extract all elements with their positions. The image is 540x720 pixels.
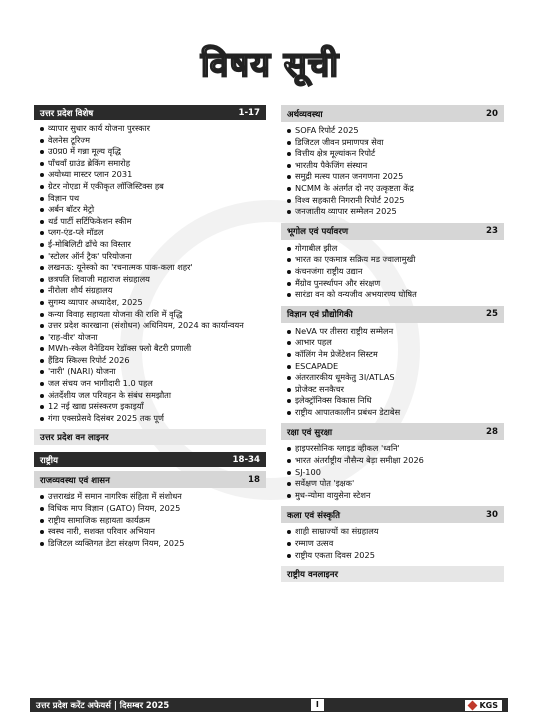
- oneliner-up[interactable]: [34, 429, 266, 445]
- bullet-icon: [287, 258, 291, 262]
- economy-list: [281, 122, 504, 218]
- bullet-icon: [287, 365, 291, 369]
- bullet-icon: [40, 507, 44, 511]
- list-item[interactable]: इलेक्ट्रॉनिक्स विकास निधि: [281, 395, 504, 407]
- list-item[interactable]: कंचनजंगा राष्ट्रीय उद्यान: [281, 266, 504, 278]
- subsection-page: 18: [248, 474, 260, 485]
- list-item[interactable]: लखनऊ: यूनेस्को का 'रचनात्मक पाक-कला शहर': [34, 262, 266, 274]
- bullet-icon: [40, 243, 44, 247]
- subsection-header-economy[interactable]: [281, 105, 504, 122]
- subsection-title: रक्षा एवं सुरक्षा: [287, 427, 333, 438]
- list-item[interactable]: उत्तर प्रदेश कारखाना (संशोधन) अधिनियम, 2024 का कार्यान्वयन: [34, 320, 266, 332]
- list-item[interactable]: अयोध्या मास्टर प्लान 2031: [34, 169, 266, 181]
- oneliner-label: उत्तर प्रदेश वन लाइनर: [40, 433, 109, 444]
- list-item[interactable]: उ0प्र0 में गन्ना मूल्य वृद्धि: [34, 146, 266, 158]
- bullet-icon: [40, 266, 44, 270]
- subsection-title: कला एवं संस्कृति: [287, 510, 341, 521]
- subsection-title: अर्थव्यवस्था: [287, 109, 323, 120]
- bullet-icon: [40, 127, 44, 131]
- list-item[interactable]: ग्रेटर नोएडा में एकीकृत लॉजिस्टिक्स हब: [34, 181, 266, 193]
- section-title: उत्तर प्रदेश विशेष: [40, 108, 94, 119]
- art-list: [281, 523, 504, 561]
- bullet-icon: [40, 394, 44, 398]
- publisher-logo: [465, 700, 502, 711]
- oneliner-national[interactable]: [281, 566, 504, 582]
- bullet-icon: [287, 247, 291, 251]
- bullet-icon: [287, 270, 291, 274]
- bullet-icon: [40, 495, 44, 499]
- list-item[interactable]: ESCAPADE: [281, 361, 504, 373]
- list-item[interactable]: छत्रपति शिवाजी महाराज संग्रहालय: [34, 274, 266, 286]
- list-item[interactable]: 'राह-वीर' योजना: [34, 332, 266, 344]
- right-column: [281, 105, 504, 582]
- list-item[interactable]: प्रोजेक्ट सनकैचर: [281, 384, 504, 396]
- section-pages: 18-34: [232, 454, 260, 465]
- bullet-icon: [40, 289, 44, 293]
- list-item[interactable]: SJ-100: [281, 467, 504, 479]
- list-item[interactable]: अंतर्देशीय जल परिवहन के संबंध समझौता: [34, 390, 266, 402]
- bullet-icon: [40, 370, 44, 374]
- bullet-icon: [287, 187, 291, 191]
- bullet-icon: [287, 175, 291, 179]
- list-item[interactable]: अंतरतारकीय धूमकेतु 3I/ATLAS: [281, 372, 504, 384]
- bullet-icon: [287, 554, 291, 558]
- list-item[interactable]: आभार पहल: [281, 337, 504, 349]
- subsection-page: 25: [486, 309, 498, 320]
- list-item[interactable]: मुध-न्योमा वायुसेना स्टेशन: [281, 490, 504, 502]
- section-header-national[interactable]: [34, 452, 266, 467]
- list-item[interactable]: मैंग्रोव पुनर्स्थापन और संरक्षण: [281, 278, 504, 290]
- bullet-icon: [40, 220, 44, 224]
- left-column: [34, 105, 266, 549]
- list-item[interactable]: डिजिटल जीवन प्रमाणपत्र सेवा: [281, 137, 504, 149]
- list-item[interactable]: NCMM के अंतर्गत दो नए उत्कृष्टता केंद्र: [281, 183, 504, 195]
- list-item[interactable]: व्यापार सुधार कार्य योजना पुरस्कार: [34, 123, 266, 135]
- list-item[interactable]: जनजातीय व्यापार सम्मेलन 2025: [281, 206, 504, 218]
- list-item[interactable]: शाही साम्राज्यों का संग्रहालय: [281, 526, 504, 538]
- list-item[interactable]: रम्माण उत्सव: [281, 538, 504, 550]
- polity-list: [34, 488, 266, 549]
- list-item[interactable]: राष्ट्रीय सामाजिक सहायता कार्यक्रम: [34, 515, 266, 527]
- subsection-page: 23: [486, 226, 498, 237]
- list-item[interactable]: ई-मोबिलिटी ढाँचे का विस्तार: [34, 239, 266, 251]
- list-item[interactable]: गंगा एक्सप्रेसवे दिसंबर 2025 तक पूर्ण: [34, 413, 266, 425]
- list-item[interactable]: SOFA रिपोर्ट 2025: [281, 125, 504, 137]
- subsection-title: भूगोल एवं पर्यावरण: [287, 227, 349, 238]
- bullet-icon: [287, 152, 291, 156]
- bullet-icon: [40, 382, 44, 386]
- list-item[interactable]: हैंडिय स्किल्स रिपोर्ट 2026: [34, 355, 266, 367]
- bullet-icon: [287, 399, 291, 403]
- bullet-icon: [287, 129, 291, 133]
- list-item[interactable]: स्वस्थ नारी, सशक्त परिवार अभियान: [34, 526, 266, 538]
- list-item[interactable]: वेलनेस टूरिज्म: [34, 135, 266, 147]
- list-item[interactable]: नीरोला शौर्य संग्रहालय: [34, 285, 266, 297]
- bullet-icon: [40, 417, 44, 421]
- bullet-icon: [287, 293, 291, 297]
- bullet-icon: [40, 359, 44, 363]
- bullet-icon: [287, 199, 291, 203]
- list-item[interactable]: जल संचय जन भागीदारी 1.0 पहल: [34, 378, 266, 390]
- bullet-icon: [40, 208, 44, 212]
- science-list: [281, 323, 504, 419]
- list-item[interactable]: सर्वेक्षण पोत 'इक्षक': [281, 478, 504, 490]
- list-item[interactable]: भारत का एकमात्र सक्रिय मड ज्वालामुखी: [281, 254, 504, 266]
- bullet-icon: [287, 542, 291, 546]
- list-item[interactable]: पाँचवाँ ग्राउंड ब्रेकिंग समारोह: [34, 158, 266, 170]
- bullet-icon: [287, 530, 291, 534]
- footer: [30, 698, 508, 712]
- subsection-title: राजव्यवस्था एवं शासन: [40, 475, 110, 486]
- subsection-page: 20: [486, 108, 498, 119]
- subsection-page: 28: [486, 426, 498, 437]
- bullet-icon: [287, 330, 291, 334]
- list-item[interactable]: NeVA पर तीसरा राष्ट्रीय सम्मेलन: [281, 326, 504, 338]
- bullet-icon: [287, 141, 291, 145]
- subsection-page: 30: [486, 509, 498, 520]
- list-item[interactable]: 'नारी' (NARI) योजना: [34, 366, 266, 378]
- bullet-icon: [287, 459, 291, 463]
- list-item[interactable]: 12 नई खाद्य प्रसंस्करण इकाइयाँ: [34, 401, 266, 413]
- list-item[interactable]: गोगाबील झील: [281, 243, 504, 255]
- bullet-icon: [40, 405, 44, 409]
- list-item[interactable]: विधिक माप विज्ञान (GATO) नियम, 2025: [34, 503, 266, 515]
- bullet-icon: [40, 162, 44, 166]
- subsection-title: विज्ञान एवं प्रौद्योगिकी: [287, 310, 353, 321]
- page-number: I: [311, 699, 324, 711]
- list-item[interactable]: सुगम्य व्यापार अध्यादेश, 2025: [34, 297, 266, 309]
- list-item[interactable]: सारंडा वन को वन्यजीव अभयारण्य घोषित: [281, 289, 504, 301]
- bullet-icon: [287, 282, 291, 286]
- list-item[interactable]: कॉलिंग नेम प्रेजेंटेशन सिस्टम: [281, 349, 504, 361]
- bullet-icon: [287, 411, 291, 415]
- subsection-header-polity[interactable]: [34, 471, 266, 488]
- list-item[interactable]: राष्ट्रीय एकता दिवस 2025: [281, 550, 504, 562]
- bullet-icon: [40, 336, 44, 340]
- logo-text: KGS: [479, 700, 498, 710]
- list-item[interactable]: MWh-स्केल वैनेडियम रेडॉक्स फ्लो बैटरी प्रणाली: [34, 343, 266, 355]
- bullet-icon: [287, 376, 291, 380]
- subsection-header-art[interactable]: [281, 506, 504, 523]
- list-item[interactable]: भारतीय पैकेजिंग संस्थान: [281, 160, 504, 172]
- defence-list: [281, 440, 504, 501]
- bullet-icon: [287, 494, 291, 498]
- list-item[interactable]: समुद्री मत्स्य पालन जनगणना 2025: [281, 171, 504, 183]
- list-item[interactable]: प्लग-एंड-प्ले मॉडल: [34, 227, 266, 239]
- bullet-icon: [40, 519, 44, 523]
- subsection-header-defence[interactable]: [281, 423, 504, 440]
- list-item[interactable]: विज्ञान पथ: [34, 193, 266, 205]
- list-item[interactable]: उत्तराखंड में समान नागरिक संहिता में संशोधन: [34, 491, 266, 503]
- bullet-icon: [40, 197, 44, 201]
- list-item[interactable]: विश्व सहकारी निगरानी रिपोर्ट 2025: [281, 195, 504, 207]
- geography-list: [281, 240, 504, 301]
- bullet-icon: [40, 185, 44, 189]
- bullet-icon: [287, 482, 291, 486]
- subsection-header-science[interactable]: [281, 306, 504, 323]
- bullet-icon: [40, 139, 44, 143]
- list-item[interactable]: थर्ड पार्टी सर्टिफिकेशन स्कीम: [34, 216, 266, 228]
- bullet-icon: [40, 173, 44, 177]
- bullet-icon: [40, 255, 44, 259]
- list-item[interactable]: 'स्टोलर ऑर्न ट्रैक' परियोजना: [34, 251, 266, 263]
- bullet-icon: [40, 301, 44, 305]
- bullet-icon: [40, 347, 44, 351]
- list-item[interactable]: अर्बन बॉटर मेट्रो: [34, 204, 266, 216]
- bullet-icon: [287, 341, 291, 345]
- list-item[interactable]: राष्ट्रीय आपातकालीन प्रबंधन डेटाबेस: [281, 407, 504, 419]
- section-pages: 1-17: [238, 107, 260, 118]
- bullet-icon: [287, 447, 291, 451]
- bullet-icon: [40, 231, 44, 235]
- list-item[interactable]: वित्तीय क्षेत्र मूल्यांकन रिपोर्ट: [281, 148, 504, 160]
- subsection-header-geography[interactable]: [281, 223, 504, 240]
- list-item[interactable]: कन्या विवाह सहायता योजना की राशि में वृद्धि: [34, 309, 266, 321]
- bullet-icon: [287, 164, 291, 168]
- bullet-icon: [40, 150, 44, 154]
- bullet-icon: [287, 353, 291, 357]
- bullet-icon: [40, 313, 44, 317]
- up-special-list: [34, 120, 266, 424]
- bullet-icon: [40, 278, 44, 282]
- list-item[interactable]: डिजिटल व्यक्तिगत डेटा संरक्षण नियम, 2025: [34, 538, 266, 550]
- bullet-icon: [40, 324, 44, 328]
- bullet-icon: [287, 210, 291, 214]
- list-item[interactable]: हाइपरसोनिक ग्लाइड व्हीकल 'ध्वनि': [281, 443, 504, 455]
- section-title: राष्ट्रीय: [40, 455, 58, 466]
- oneliner-label: राष्ट्रीय वनलाइनर: [287, 570, 339, 581]
- list-item[interactable]: भारत अंतर्राष्ट्रीय नौसैन्य बेड़ा समीक्षा 2026: [281, 455, 504, 467]
- bullet-icon: [40, 542, 44, 546]
- section-header-up-special[interactable]: [34, 105, 266, 120]
- page-title: विषय सूची: [200, 45, 340, 85]
- bullet-icon: [40, 530, 44, 534]
- bullet-icon: [287, 471, 291, 475]
- bullet-icon: [287, 388, 291, 392]
- footer-text: उत्तर प्रदेश करेंट अफेयर्स | दिसम्बर 2025: [36, 699, 170, 710]
- logo-mark-icon: [468, 700, 478, 710]
